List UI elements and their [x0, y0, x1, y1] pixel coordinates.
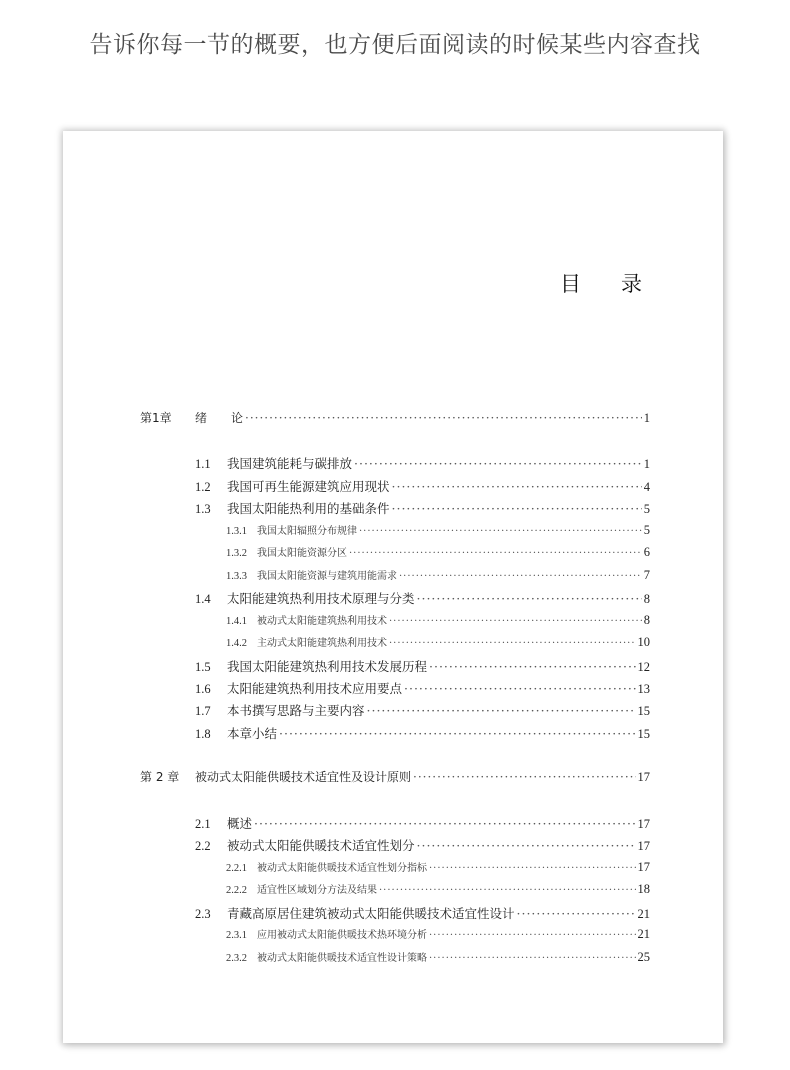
toc-entry-page: 17 [637, 839, 650, 853]
toc-entry-label: 被动式太阳能建筑热利用技术 [257, 616, 387, 627]
toc-entry-page: 21 [637, 907, 650, 921]
toc-entry-label: 被动式太阳能供暖技术适宜性及设计原则 [195, 770, 412, 784]
toc-entry-label: 我国太阳能热利用的基础条件 [227, 501, 390, 516]
toc-leader-dots [404, 681, 635, 696]
toc-entry-page: 17 [637, 860, 650, 874]
toc-entry-number: 2.2 [195, 839, 211, 853]
toc-leader-dots [389, 616, 642, 627]
toc-entry-label: 我国太阳能建筑热利用技术发展历程 [227, 659, 428, 674]
toc-entry-number: 1.3.1 [226, 526, 247, 537]
toc-entry-page: 4 [643, 480, 650, 494]
toc-entry-subsection[interactable] [226, 926, 650, 942]
toc-entry-section[interactable] [195, 454, 650, 472]
toc-entry-page: 21 [637, 927, 650, 941]
toc-entry-page: 17 [637, 770, 650, 784]
toc-leader-dots [429, 863, 636, 874]
toc-entry-page: 18 [637, 882, 650, 896]
toc-entry-label: 应用被动式太阳能供暖技术热环境分析 [257, 930, 427, 941]
toc-entry-number: 2.1 [195, 817, 211, 831]
toc-entry-section[interactable] [195, 657, 650, 675]
toc-leader-dots [517, 906, 636, 921]
toc-entry-page: 13 [637, 682, 650, 696]
toc-entry-number: 1.4.1 [226, 616, 247, 627]
toc-entry-page: 1 [643, 411, 650, 425]
toc-entry-label: 被动式太阳能供暖技术适宜性设计策略 [257, 953, 427, 964]
toc-entry-number: 第1章 [140, 411, 172, 425]
toc-entry-number: 2.3.1 [226, 930, 247, 941]
toc-entry-number: 2.3.2 [226, 953, 247, 964]
toc-entry-number: 1.3.3 [226, 571, 247, 582]
toc-entry-label: 主动式太阳能建筑热利用技术 [257, 638, 387, 649]
toc-entry-page: 10 [637, 635, 650, 649]
toc-entry-subsection[interactable] [226, 612, 650, 628]
toc-entry-label: 绪 论 [195, 411, 244, 425]
toc-leader-dots [399, 571, 642, 582]
toc-leader-dots [429, 930, 636, 941]
toc-entry-number: 1.5 [195, 660, 211, 674]
toc-entry-number: 1.6 [195, 682, 211, 696]
toc-entry-label: 我国太阳辐照分布规律 [257, 526, 357, 537]
toc-entry-chapter[interactable] [140, 768, 650, 785]
toc-entry-page: 25 [637, 950, 650, 964]
toc-entry-section[interactable] [195, 589, 650, 607]
toc-leader-dots [349, 548, 642, 559]
toc-entry-section[interactable] [195, 904, 650, 922]
toc-entry-chapter[interactable] [140, 409, 650, 426]
toc-entry-label: 被动式太阳能供暖技术适宜性划分指标 [257, 863, 427, 874]
toc-entry-section[interactable] [195, 477, 650, 495]
toc-leader-dots [254, 816, 635, 831]
toc-entry-label: 我国太阳能资源分区 [257, 548, 347, 559]
toc-entry-page: 15 [637, 704, 650, 718]
toc-entry-number: 1.3 [195, 502, 211, 516]
toc-entry-number: 1.8 [195, 727, 211, 741]
toc-entry-number: 2.3 [195, 907, 211, 921]
toc-entry-label: 概述 [227, 816, 253, 831]
toc-leader-dots [367, 703, 636, 718]
toc-entry-number: 1.7 [195, 704, 211, 718]
toc-entry-label: 我国太阳能资源与建筑用能需求 [257, 571, 397, 582]
toc-leader-dots [389, 638, 636, 649]
toc-entry-number: 第 2 章 [140, 770, 180, 784]
toc-leader-dots [417, 838, 636, 853]
toc-entry-section[interactable] [195, 814, 650, 832]
toc-entry-section[interactable] [195, 836, 650, 854]
toc-entry-page: 8 [643, 592, 650, 606]
toc-entry-subsection[interactable] [226, 544, 650, 560]
toc-entry-subsection[interactable] [226, 881, 650, 897]
toc-entry-number: 1.4 [195, 592, 211, 606]
toc-entry-page: 5 [643, 523, 650, 537]
toc-entry-section[interactable] [195, 499, 650, 517]
toc-leader-dots [429, 659, 635, 674]
toc-entry-page: 17 [637, 817, 650, 831]
toc-entry-section[interactable] [195, 724, 650, 742]
toc-entry-page: 15 [637, 727, 650, 741]
toc-leader-dots [354, 456, 642, 471]
toc-entry-page: 8 [643, 613, 650, 627]
toc-leader-dots [379, 885, 636, 896]
toc-leader-dots [413, 770, 635, 784]
toc-title [560, 268, 642, 298]
toc-entry-number: 1.1 [195, 457, 211, 471]
toc-entry-page: 1 [643, 457, 650, 471]
toc-entry-subsection[interactable] [226, 522, 650, 538]
toc-entry-number: 1.4.2 [226, 638, 247, 649]
toc-title-char-2: 录 [621, 272, 642, 296]
book-page [63, 131, 723, 1043]
toc-entry-subsection[interactable] [226, 634, 650, 650]
toc-leader-dots [429, 953, 636, 964]
toc-leader-dots [359, 526, 642, 537]
toc-entry-label: 本书撰写思路与主要内容 [227, 703, 365, 718]
toc-leader-dots [417, 591, 642, 606]
toc-entry-label: 青藏高原居住建筑被动式太阳能供暖技术适宜性设计 [227, 906, 515, 921]
toc-entry-page: 5 [643, 502, 650, 516]
toc-leader-dots [245, 411, 642, 425]
toc-entry-subsection[interactable] [226, 567, 650, 583]
toc-entry-number: 1.3.2 [226, 548, 247, 559]
toc-entry-label: 本章小结 [227, 726, 278, 741]
toc-entry-subsection[interactable] [226, 859, 650, 875]
banner-caption: 告诉你每一节的概要，也方便后面阅读的时候某些内容查找 [89, 32, 701, 58]
toc-entry-page: 12 [637, 660, 650, 674]
toc-entry-number: 2.2.2 [226, 885, 247, 896]
toc-leader-dots [392, 479, 642, 494]
toc-entry-number: 2.2.1 [226, 863, 247, 874]
toc-entry-subsection[interactable] [226, 949, 650, 965]
toc-entry-label: 太阳能建筑热利用技术应用要点 [227, 681, 403, 696]
toc-entry-label: 被动式太阳能供暖技术适宜性划分 [227, 838, 415, 853]
toc-entry-label: 我国可再生能源建筑应用现状 [227, 479, 390, 494]
toc-entry-section[interactable] [195, 701, 650, 719]
toc-entry-label: 太阳能建筑热利用技术原理与分类 [227, 591, 415, 606]
toc-leader-dots [279, 726, 635, 741]
toc-entry-number: 1.2 [195, 480, 211, 494]
toc-entry-page: 7 [643, 568, 650, 582]
toc-entry-label: 适宜性区域划分方法及结果 [257, 885, 377, 896]
toc-entry-section[interactable] [195, 679, 650, 697]
toc-title-char-1: 目 [560, 272, 581, 296]
toc-entry-page: 6 [643, 545, 650, 559]
toc-leader-dots [392, 501, 642, 516]
toc-entry-label: 我国建筑能耗与碳排放 [227, 456, 353, 471]
